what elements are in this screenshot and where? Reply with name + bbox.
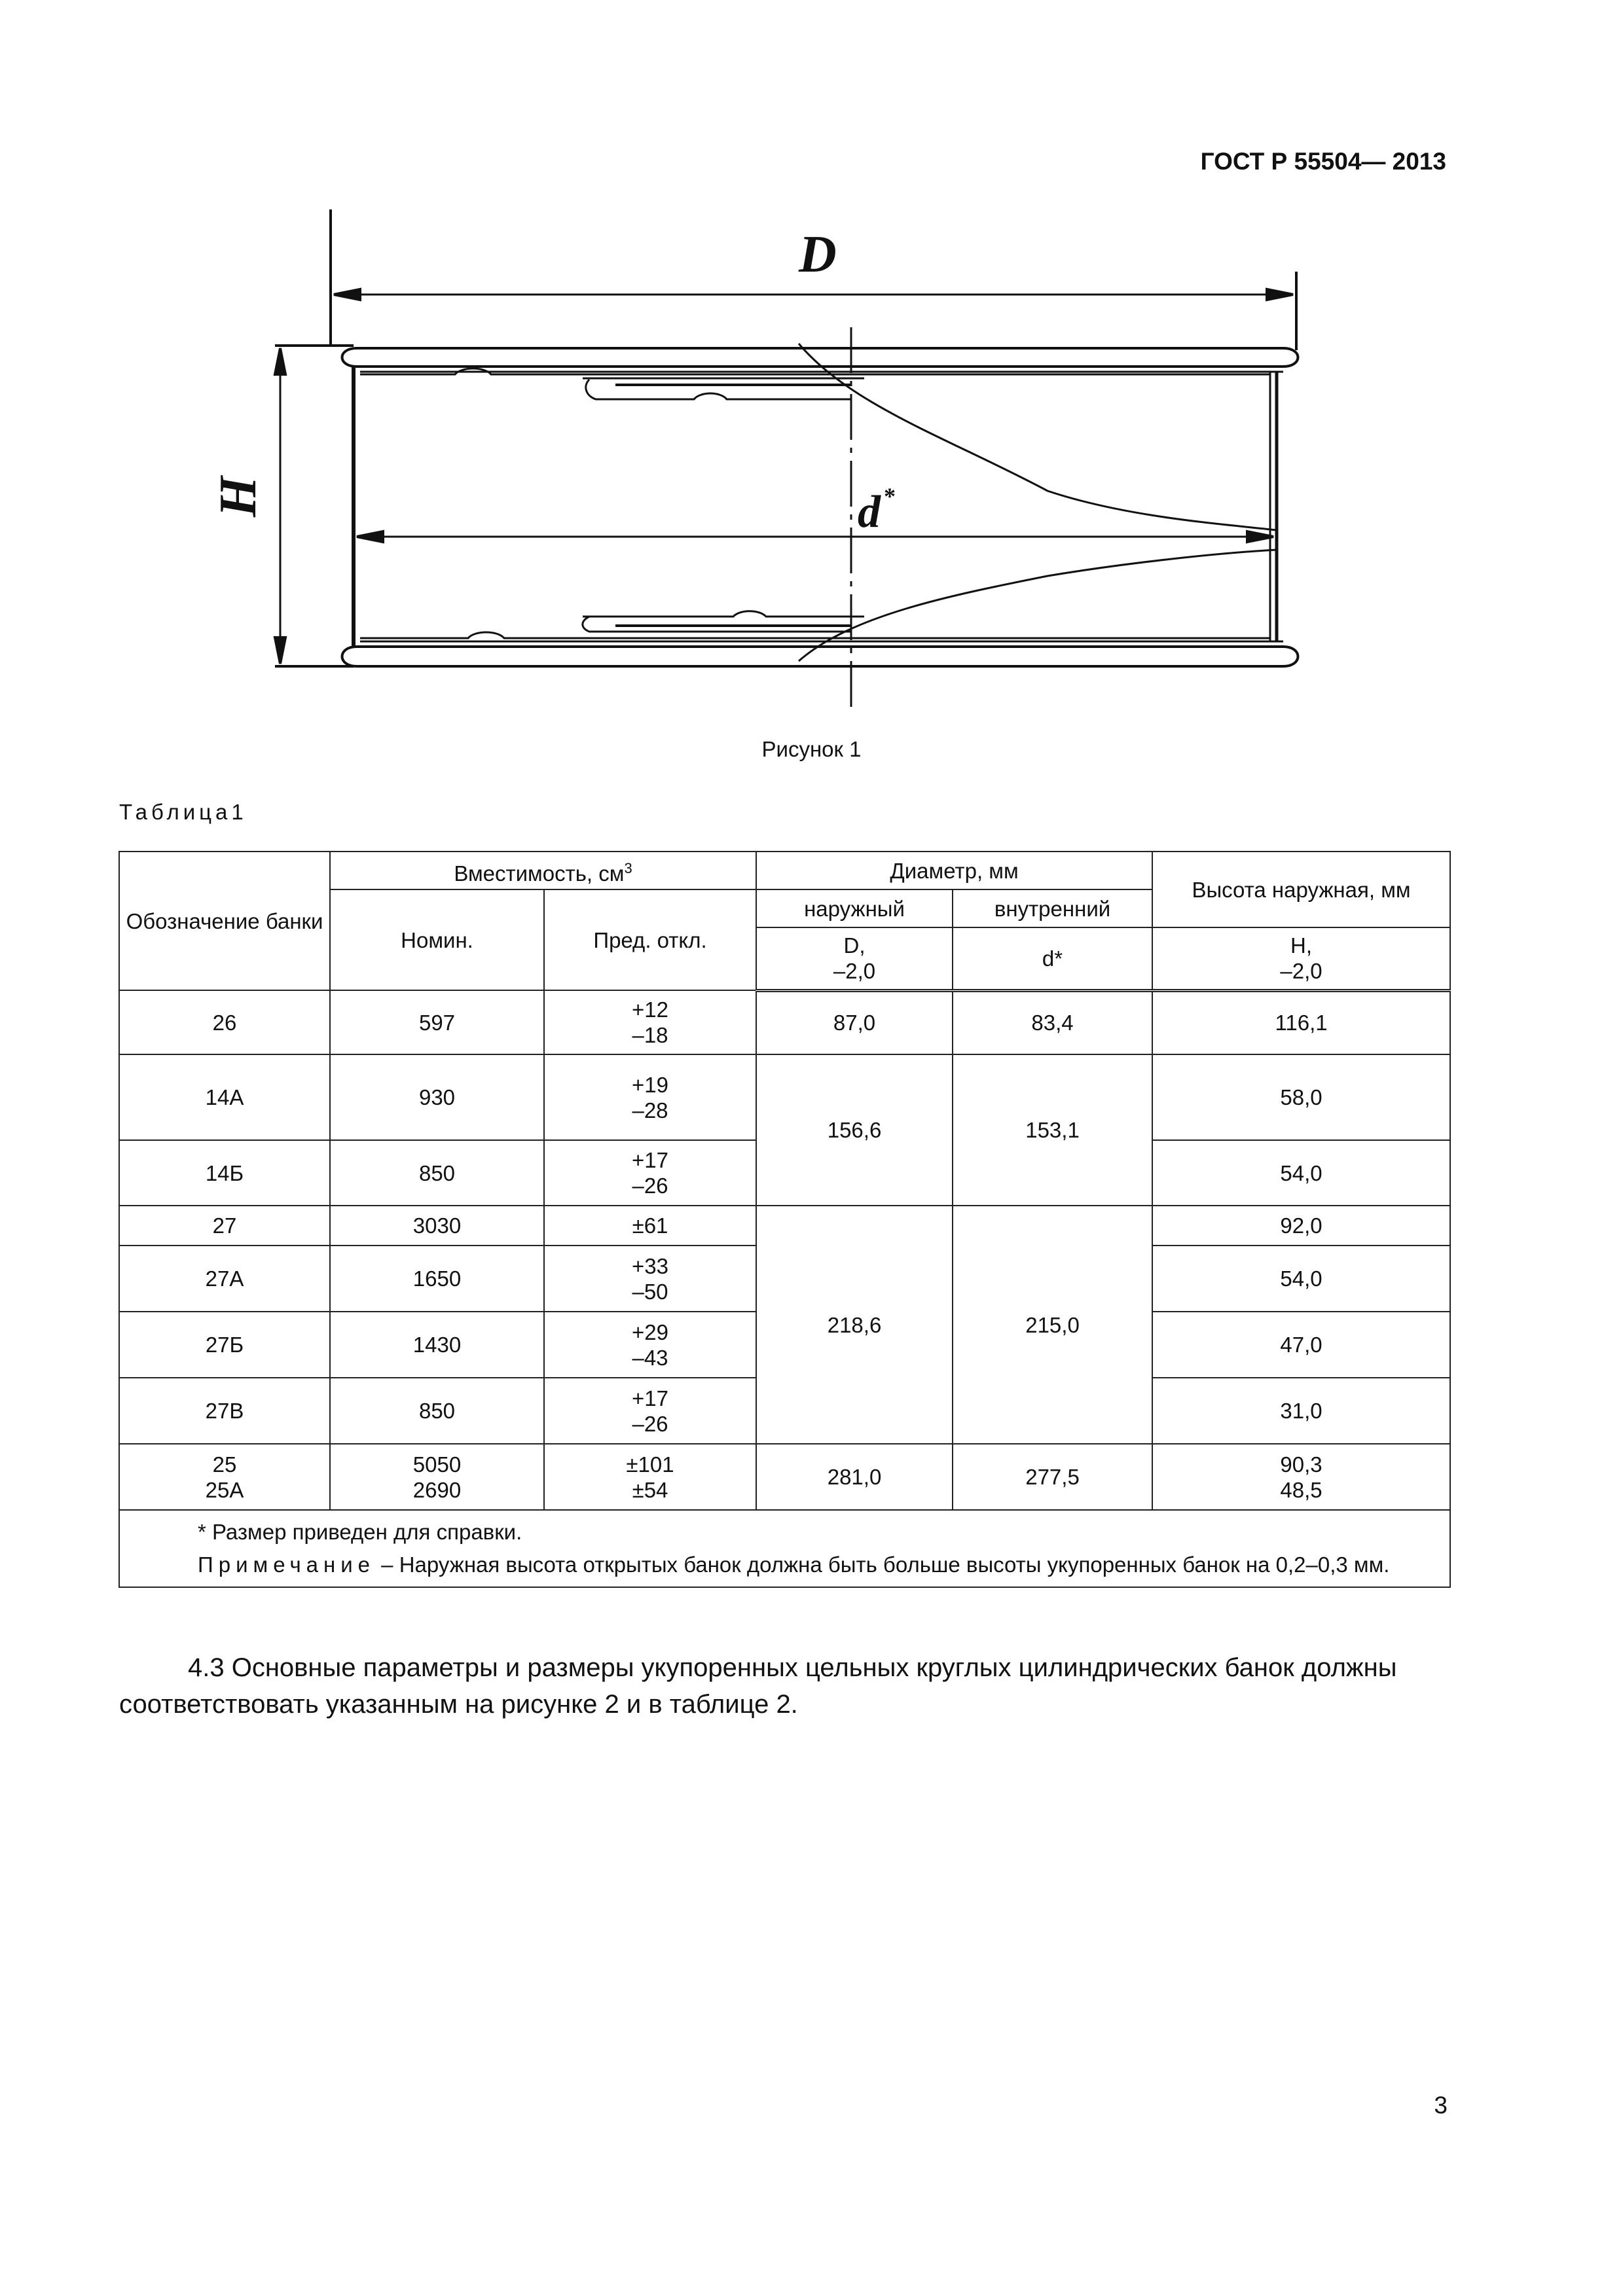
figure-caption: Рисунок 1 bbox=[761, 737, 862, 761]
th-diameter: Диаметр, мм bbox=[756, 852, 1152, 889]
label-h: H bbox=[210, 476, 267, 517]
document-header: ГОСТ Р 55504— 2013 bbox=[1200, 148, 1446, 175]
th-capacity: Вместимость, $см^3$ bbox=[330, 852, 756, 889]
th-outer: наружный bbox=[756, 889, 953, 927]
label-d-inner: d bbox=[858, 487, 881, 537]
table-note: Примечание – Наружная высота открытых банок должна быть больше высоты укупоренных банок на 0,2–0,3 мм. bbox=[198, 1552, 1390, 1577]
table-row: 14А 930 +19 –28 156,6 153,1 58,0 bbox=[119, 1054, 1450, 1140]
table-label: Таблица1 bbox=[119, 800, 247, 824]
table-row: 27В 850 +17 –26 31,0 bbox=[119, 1378, 1450, 1444]
page-number: 3 bbox=[1434, 2092, 1448, 2119]
table-row: 27Б 1430 +29 –43 47,0 bbox=[119, 1312, 1450, 1378]
table-row: 14Б 850 +17 –26 54,0 bbox=[119, 1140, 1450, 1206]
table-footnote: * Размер приведен для справки. bbox=[198, 1520, 522, 1544]
table-row: 27А 1650 +33 –50 54,0 bbox=[119, 1246, 1450, 1312]
th-inner-sym: d* bbox=[953, 927, 1152, 990]
can-drawing bbox=[196, 209, 1362, 720]
table-row: 25 25А 5050 2690 ±101 ±54 281,0 277,5 90,3 48,5 bbox=[119, 1444, 1450, 1510]
body-paragraph: 4.3 Основные параметры и размеры укупоренных цельных круглых цилиндрических банок должны соответствовать указанным на рисунке 2 и в таблице 2. bbox=[119, 1653, 1397, 1719]
th-deviation: Пред. откл. bbox=[544, 889, 756, 990]
data-table bbox=[119, 851, 1451, 1588]
th-outer-sym: D, –2,0 bbox=[756, 927, 953, 990]
th-height-sym: H, –2,0 bbox=[1152, 927, 1450, 990]
table-row: 27 3030 ±61 218,6 215,0 92,0 bbox=[119, 1206, 1450, 1246]
th-designation: Обозначение банки bbox=[119, 852, 330, 990]
th-inner: внутренний bbox=[953, 889, 1152, 927]
label-d-star: * bbox=[884, 483, 896, 509]
label-d-outer: D bbox=[799, 226, 837, 283]
th-nominal: Номин. bbox=[330, 889, 544, 990]
table-notes-row bbox=[119, 1510, 1450, 1587]
th-height: Высота наружная, мм bbox=[1152, 852, 1450, 927]
table-row: 26 597 +12 –18 87,0 83,4 116,1 bbox=[119, 990, 1450, 1054]
